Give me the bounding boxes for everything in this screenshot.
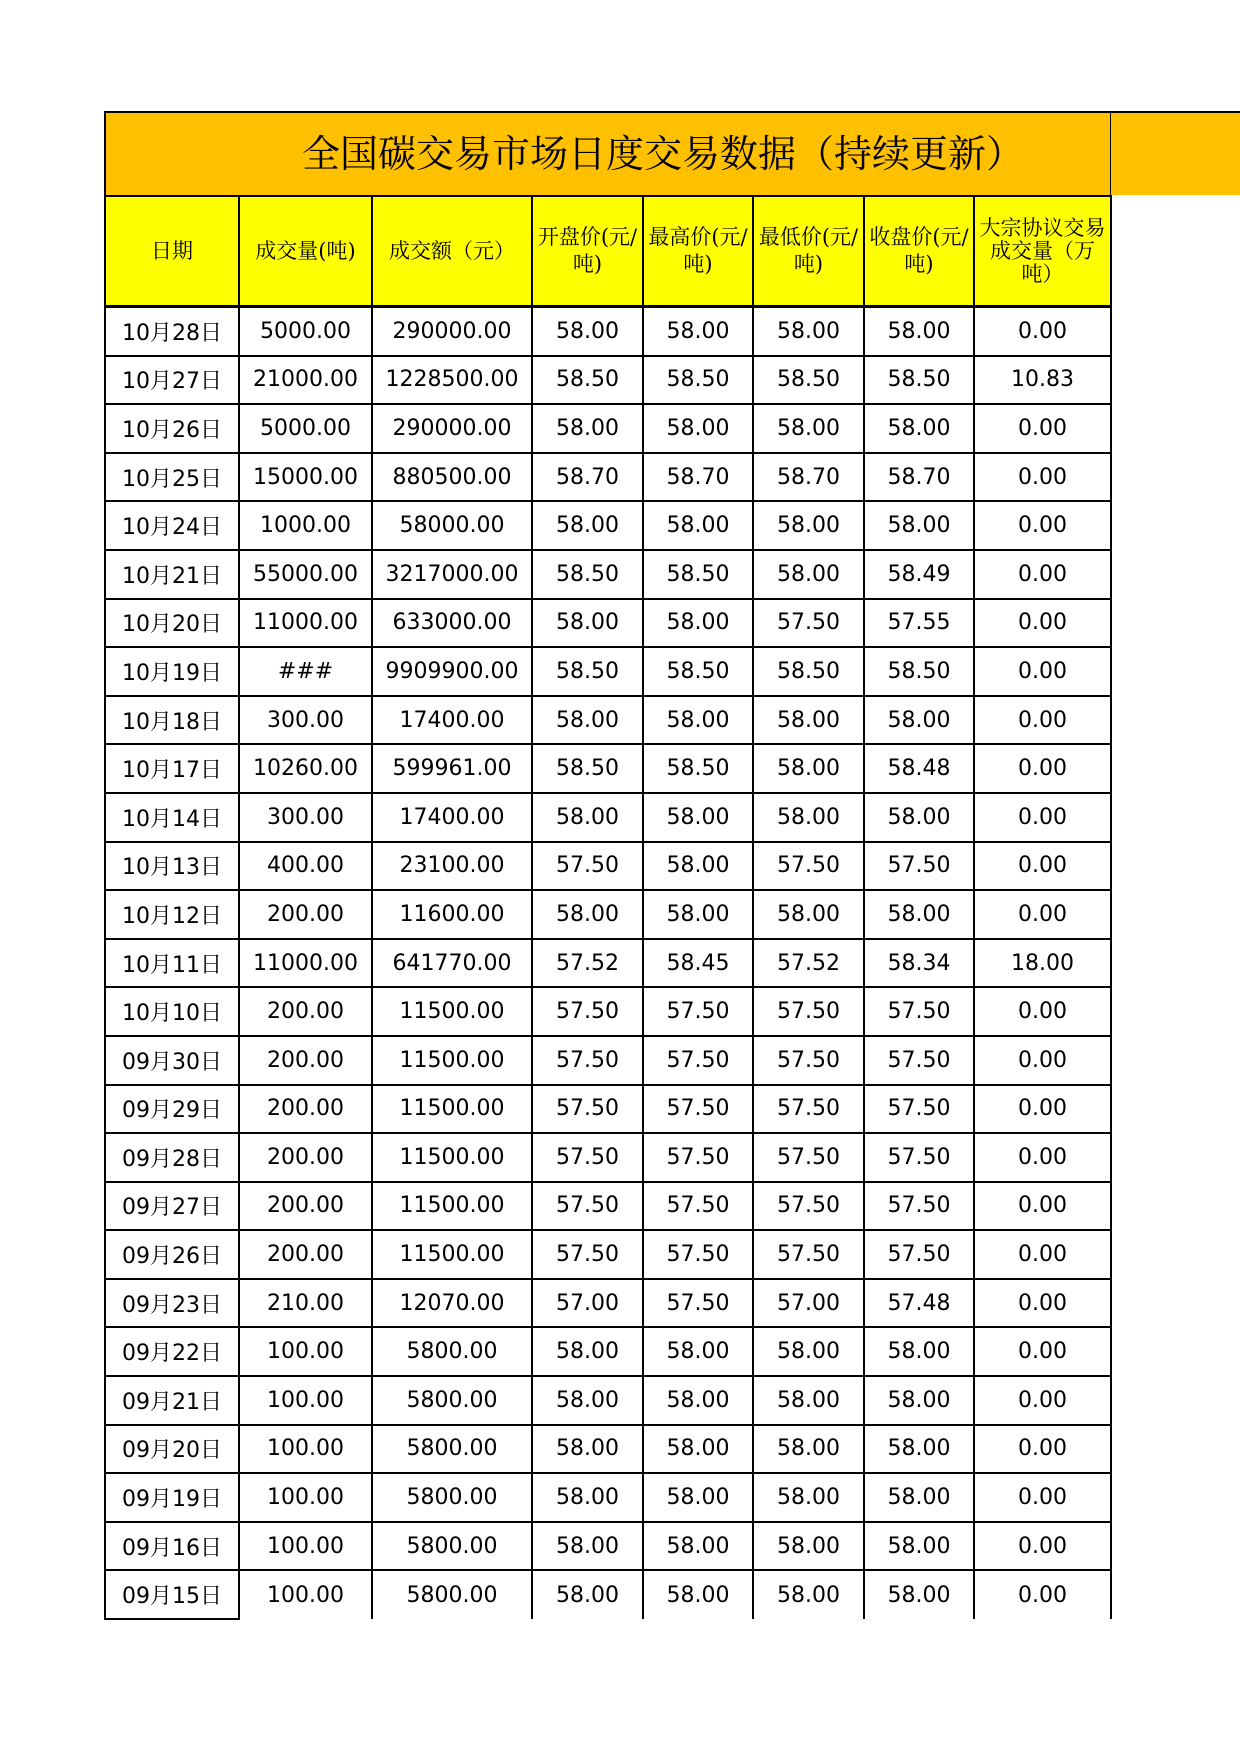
low-price-cell[interactable]: 58.00 <box>753 1473 864 1522</box>
date-cell[interactable]: 09月29日 <box>105 1085 239 1134</box>
high-price-cell[interactable]: 58.70 <box>643 453 753 502</box>
date-cell[interactable]: 10月14日 <box>105 793 239 842</box>
turnover-cell[interactable]: 11500.00 <box>372 987 532 1036</box>
volume-cell[interactable]: 100.00 <box>239 1376 372 1425</box>
header-date[interactable]: 日期 <box>105 196 239 307</box>
header-turnover[interactable]: 成交额（元） <box>372 196 532 307</box>
close-price-cell[interactable]: 58.00 <box>864 1327 974 1376</box>
high-price-cell[interactable]: 57.50 <box>643 1133 753 1182</box>
block-trade-cell[interactable]: 0.00 <box>974 1182 1111 1231</box>
date-cell[interactable]: 10月21日 <box>105 550 239 599</box>
low-price-cell[interactable]: 58.00 <box>753 1570 864 1619</box>
turnover-cell[interactable]: 5800.00 <box>372 1570 532 1619</box>
date-cell[interactable]: 09月28日 <box>105 1133 239 1182</box>
low-price-cell[interactable]: 58.70 <box>753 453 864 502</box>
turnover-cell[interactable]: 11500.00 <box>372 1230 532 1279</box>
open-price-cell[interactable]: 58.00 <box>532 1425 643 1474</box>
volume-cell[interactable]: 200.00 <box>239 1085 372 1134</box>
close-price-cell[interactable]: 58.70 <box>864 453 974 502</box>
open-price-cell[interactable]: 58.50 <box>532 647 643 696</box>
open-price-cell[interactable]: 58.00 <box>532 1376 643 1425</box>
close-price-cell[interactable]: 58.00 <box>864 501 974 550</box>
turnover-cell[interactable]: 5800.00 <box>372 1376 532 1425</box>
low-price-cell[interactable]: 58.00 <box>753 1376 864 1425</box>
close-price-cell[interactable]: 58.00 <box>864 696 974 745</box>
block-trade-cell[interactable]: 0.00 <box>974 647 1111 696</box>
low-price-cell[interactable]: 57.00 <box>753 1279 864 1328</box>
high-price-cell[interactable]: 58.50 <box>643 647 753 696</box>
close-price-cell[interactable]: 58.00 <box>864 1425 974 1474</box>
table-row <box>105 453 1111 502</box>
volume-cell[interactable]: 300.00 <box>239 793 372 842</box>
page-title: 全国碳交易市场日度交易数据（持续更新） <box>302 132 1025 176</box>
header-row <box>105 196 1111 307</box>
low-price-cell[interactable]: 58.00 <box>753 550 864 599</box>
high-price-cell[interactable]: 57.50 <box>643 1085 753 1134</box>
close-price-cell[interactable]: 58.49 <box>864 550 974 599</box>
table-row <box>105 356 1111 405</box>
table-row <box>105 501 1111 550</box>
volume-cell[interactable]: 100.00 <box>239 1570 372 1619</box>
date-cell[interactable]: 10月13日 <box>105 842 239 891</box>
header-volume[interactable]: 成交量(吨) <box>239 196 372 307</box>
turnover-cell[interactable]: 11500.00 <box>372 1036 532 1085</box>
table-row <box>105 987 1111 1036</box>
date-cell[interactable]: 09月30日 <box>105 1036 239 1085</box>
turnover-cell[interactable]: 5800.00 <box>372 1425 532 1474</box>
open-price-cell[interactable]: 58.00 <box>532 1522 643 1571</box>
block-trade-cell[interactable]: 0.00 <box>974 987 1111 1036</box>
turnover-cell[interactable]: 11500.00 <box>372 1182 532 1231</box>
table-row <box>105 1133 1111 1182</box>
close-price-cell[interactable]: 58.00 <box>864 793 974 842</box>
close-price-cell[interactable]: 58.48 <box>864 744 974 793</box>
block-trade-cell[interactable]: 0.00 <box>974 1570 1111 1619</box>
block-trade-cell[interactable]: 0.00 <box>974 1133 1111 1182</box>
date-cell[interactable]: 10月12日 <box>105 890 239 939</box>
block-trade-cell[interactable]: 0.00 <box>974 1085 1111 1134</box>
volume-cell[interactable]: 210.00 <box>239 1279 372 1328</box>
block-trade-cell[interactable]: 0.00 <box>974 1376 1111 1425</box>
turnover-cell[interactable]: 3217000.00 <box>372 550 532 599</box>
close-price-cell[interactable]: 58.00 <box>864 1522 974 1571</box>
date-cell[interactable]: 09月23日 <box>105 1279 239 1328</box>
block-trade-cell[interactable]: 0.00 <box>974 404 1111 453</box>
block-trade-cell[interactable]: 0.00 <box>974 1473 1111 1522</box>
turnover-cell[interactable]: 11500.00 <box>372 1133 532 1182</box>
low-price-cell[interactable]: 58.50 <box>753 647 864 696</box>
table-body <box>105 307 1111 1620</box>
close-price-cell[interactable]: 58.50 <box>864 647 974 696</box>
low-price-cell[interactable]: 58.00 <box>753 404 864 453</box>
block-trade-cell[interactable]: 0.00 <box>974 1230 1111 1279</box>
table-row <box>105 1036 1111 1085</box>
block-trade-cell[interactable]: 0.00 <box>974 890 1111 939</box>
volume-cell[interactable]: 200.00 <box>239 1133 372 1182</box>
date-cell[interactable]: 10月20日 <box>105 599 239 648</box>
table-row <box>105 1376 1111 1425</box>
turnover-cell[interactable]: 17400.00 <box>372 793 532 842</box>
turnover-cell[interactable]: 5800.00 <box>372 1522 532 1571</box>
low-price-cell[interactable]: 58.00 <box>753 696 864 745</box>
volume-cell[interactable]: 200.00 <box>239 1182 372 1231</box>
header-block-trade-volume[interactable]: 大宗协议交易成交量（万吨） <box>974 196 1111 307</box>
open-price-cell[interactable]: 57.50 <box>532 1182 643 1231</box>
turnover-cell[interactable]: 290000.00 <box>372 307 532 356</box>
open-price-cell[interactable]: 58.00 <box>532 1473 643 1522</box>
close-price-cell[interactable]: 58.00 <box>864 404 974 453</box>
turnover-cell[interactable]: 58000.00 <box>372 501 532 550</box>
table-row <box>105 404 1111 453</box>
open-price-cell[interactable]: 57.50 <box>532 1230 643 1279</box>
table-row <box>105 890 1111 939</box>
open-price-cell[interactable]: 57.50 <box>532 842 643 891</box>
low-price-cell[interactable]: 58.00 <box>753 307 864 356</box>
header-close-price[interactable]: 收盘价(元/吨) <box>864 196 974 307</box>
block-trade-cell[interactable]: 0.00 <box>974 1425 1111 1474</box>
block-trade-cell[interactable]: 0.00 <box>974 1036 1111 1085</box>
close-price-cell[interactable]: 57.50 <box>864 842 974 891</box>
block-trade-cell[interactable]: 0.00 <box>974 744 1111 793</box>
volume-cell[interactable]: 200.00 <box>239 890 372 939</box>
header-high-price[interactable]: 最高价(元/吨) <box>643 196 753 307</box>
block-trade-cell[interactable]: 0.00 <box>974 1327 1111 1376</box>
table-row <box>105 1085 1111 1134</box>
table-row <box>105 307 1111 356</box>
table-row <box>105 1473 1111 1522</box>
open-price-cell[interactable]: 57.50 <box>532 1133 643 1182</box>
high-price-cell[interactable]: 58.00 <box>643 599 753 648</box>
volume-cell[interactable]: 5000.00 <box>239 307 372 356</box>
low-price-cell[interactable]: 57.50 <box>753 1230 864 1279</box>
table-row <box>105 842 1111 891</box>
low-price-cell[interactable]: 57.50 <box>753 1036 864 1085</box>
high-price-cell[interactable]: 58.00 <box>643 1327 753 1376</box>
close-price-cell[interactable]: 57.50 <box>864 1133 974 1182</box>
low-price-cell[interactable]: 58.00 <box>753 1327 864 1376</box>
open-price-cell[interactable]: 58.00 <box>532 1327 643 1376</box>
close-price-cell[interactable]: 58.50 <box>864 356 974 405</box>
volume-cell[interactable]: 15000.00 <box>239 453 372 502</box>
volume-cell[interactable]: 100.00 <box>239 1425 372 1474</box>
turnover-cell[interactable]: 880500.00 <box>372 453 532 502</box>
date-cell[interactable]: 09月20日 <box>105 1425 239 1474</box>
volume-cell[interactable]: 10260.00 <box>239 744 372 793</box>
open-price-cell[interactable]: 57.50 <box>532 1085 643 1134</box>
close-price-cell[interactable]: 57.50 <box>864 1230 974 1279</box>
high-price-cell[interactable]: 57.50 <box>643 1279 753 1328</box>
low-price-cell[interactable]: 57.50 <box>753 599 864 648</box>
low-price-cell[interactable]: 57.50 <box>753 987 864 1036</box>
block-trade-cell[interactable]: 0.00 <box>974 550 1111 599</box>
date-cell[interactable]: 10月26日 <box>105 404 239 453</box>
open-price-cell[interactable]: 58.00 <box>532 890 643 939</box>
volume-cell[interactable]: 200.00 <box>239 1230 372 1279</box>
open-price-cell[interactable]: 57.50 <box>532 987 643 1036</box>
date-cell[interactable]: 09月22日 <box>105 1327 239 1376</box>
turnover-cell[interactable]: 11500.00 <box>372 1085 532 1134</box>
close-price-cell[interactable]: 57.50 <box>864 1036 974 1085</box>
volume-cell[interactable]: 100.00 <box>239 1327 372 1376</box>
volume-cell[interactable]: 100.00 <box>239 1522 372 1571</box>
close-price-cell[interactable]: 57.55 <box>864 599 974 648</box>
table-row <box>105 1570 1111 1619</box>
turnover-cell[interactable]: 12070.00 <box>372 1279 532 1328</box>
date-cell[interactable]: 10月11日 <box>105 939 239 988</box>
block-trade-cell[interactable]: 0.00 <box>974 599 1111 648</box>
date-cell[interactable]: 09月19日 <box>105 1473 239 1522</box>
open-price-cell[interactable]: 57.52 <box>532 939 643 988</box>
low-price-cell[interactable]: 57.50 <box>753 842 864 891</box>
table-row <box>105 744 1111 793</box>
close-price-cell[interactable]: 57.50 <box>864 1085 974 1134</box>
date-cell[interactable]: 09月26日 <box>105 1230 239 1279</box>
open-price-cell[interactable]: 57.50 <box>532 1036 643 1085</box>
title-bar <box>104 111 1240 195</box>
close-price-cell[interactable]: 57.48 <box>864 1279 974 1328</box>
header-open-price[interactable]: 开盘价(元/吨) <box>532 196 643 307</box>
table-row <box>105 696 1111 745</box>
high-price-cell[interactable]: 58.45 <box>643 939 753 988</box>
table-row <box>105 1327 1111 1376</box>
high-price-cell[interactable]: 58.00 <box>643 1570 753 1619</box>
date-cell[interactable]: 10月18日 <box>105 696 239 745</box>
open-price-cell[interactable]: 58.50 <box>532 550 643 599</box>
open-price-cell[interactable]: 58.00 <box>532 1570 643 1619</box>
volume-cell[interactable]: 5000.00 <box>239 404 372 453</box>
title-divider <box>1110 111 1111 197</box>
table-row <box>105 550 1111 599</box>
volume-cell[interactable]: 11000.00 <box>239 599 372 648</box>
table-row <box>105 1425 1111 1474</box>
block-trade-cell[interactable]: 18.00 <box>974 939 1111 988</box>
open-price-cell[interactable]: 58.00 <box>532 793 643 842</box>
low-price-cell[interactable]: 58.00 <box>753 793 864 842</box>
low-price-cell[interactable]: 58.00 <box>753 1425 864 1474</box>
high-price-cell[interactable]: 58.00 <box>643 1376 753 1425</box>
close-price-cell[interactable]: 57.50 <box>864 987 974 1036</box>
close-price-cell[interactable]: 57.50 <box>864 1182 974 1231</box>
low-price-cell[interactable]: 57.50 <box>753 1085 864 1134</box>
table-row <box>105 1230 1111 1279</box>
table-row <box>105 793 1111 842</box>
low-price-cell[interactable]: 58.00 <box>753 744 864 793</box>
high-price-cell[interactable]: 58.00 <box>643 890 753 939</box>
open-price-cell[interactable]: 58.50 <box>532 744 643 793</box>
volume-cell[interactable]: 200.00 <box>239 987 372 1036</box>
volume-cell[interactable]: 11000.00 <box>239 939 372 988</box>
turnover-cell[interactable]: 5800.00 <box>372 1473 532 1522</box>
volume-cell[interactable]: 21000.00 <box>239 356 372 405</box>
open-price-cell[interactable]: 58.50 <box>532 356 643 405</box>
close-price-cell[interactable]: 58.00 <box>864 307 974 356</box>
open-price-cell[interactable]: 58.00 <box>532 599 643 648</box>
high-price-cell[interactable]: 58.00 <box>643 793 753 842</box>
high-price-cell[interactable]: 58.00 <box>643 842 753 891</box>
turnover-cell[interactable]: 23100.00 <box>372 842 532 891</box>
date-cell[interactable]: 09月15日 <box>105 1570 239 1619</box>
date-cell[interactable]: 10月17日 <box>105 744 239 793</box>
turnover-cell[interactable]: 1228500.00 <box>372 356 532 405</box>
turnover-cell[interactable]: 633000.00 <box>372 599 532 648</box>
close-price-cell[interactable]: 58.00 <box>864 1376 974 1425</box>
block-trade-cell[interactable]: 0.00 <box>974 793 1111 842</box>
open-price-cell[interactable]: 58.00 <box>532 501 643 550</box>
volume-cell[interactable]: 1000.00 <box>239 501 372 550</box>
low-price-cell[interactable]: 58.00 <box>753 890 864 939</box>
close-price-cell[interactable]: 58.00 <box>864 1473 974 1522</box>
volume-cell[interactable]: 100.00 <box>239 1473 372 1522</box>
open-price-cell[interactable]: 57.00 <box>532 1279 643 1328</box>
date-cell[interactable]: 09月16日 <box>105 1522 239 1571</box>
high-price-cell[interactable]: 58.00 <box>643 696 753 745</box>
low-price-cell[interactable]: 57.50 <box>753 1182 864 1231</box>
open-price-cell[interactable]: 58.00 <box>532 404 643 453</box>
block-trade-cell[interactable]: 0.00 <box>974 501 1111 550</box>
block-trade-cell[interactable]: 0.00 <box>974 842 1111 891</box>
high-price-cell[interactable]: 58.50 <box>643 356 753 405</box>
close-price-cell[interactable]: 58.00 <box>864 890 974 939</box>
date-cell[interactable]: 10月25日 <box>105 453 239 502</box>
high-price-cell[interactable]: 58.00 <box>643 1425 753 1474</box>
turnover-cell[interactable]: 17400.00 <box>372 696 532 745</box>
high-price-cell[interactable]: 57.50 <box>643 1182 753 1231</box>
close-price-cell[interactable]: 58.34 <box>864 939 974 988</box>
low-price-cell[interactable]: 57.52 <box>753 939 864 988</box>
high-price-cell[interactable]: 58.50 <box>643 744 753 793</box>
turnover-cell[interactable]: 290000.00 <box>372 404 532 453</box>
date-cell[interactable]: 09月21日 <box>105 1376 239 1425</box>
turnover-cell[interactable]: 9909900.00 <box>372 647 532 696</box>
turnover-cell[interactable]: 5800.00 <box>372 1327 532 1376</box>
date-cell[interactable]: 10月28日 <box>105 307 239 356</box>
trading-data-table <box>104 195 1112 1620</box>
high-price-cell[interactable]: 58.00 <box>643 1522 753 1571</box>
date-cell[interactable]: 10月19日 <box>105 647 239 696</box>
table-row <box>105 939 1111 988</box>
high-price-cell[interactable]: 57.50 <box>643 1036 753 1085</box>
date-cell[interactable]: 10月24日 <box>105 501 239 550</box>
high-price-cell[interactable]: 57.50 <box>643 1230 753 1279</box>
high-price-cell[interactable]: 57.50 <box>643 987 753 1036</box>
low-price-cell[interactable]: 58.00 <box>753 501 864 550</box>
table-row <box>105 1279 1111 1328</box>
volume-cell[interactable]: 200.00 <box>239 1036 372 1085</box>
date-cell[interactable]: 09月27日 <box>105 1182 239 1231</box>
high-price-cell[interactable]: 58.00 <box>643 404 753 453</box>
block-trade-cell[interactable]: 0.00 <box>974 696 1111 745</box>
date-cell[interactable]: 10月10日 <box>105 987 239 1036</box>
open-price-cell[interactable]: 58.00 <box>532 696 643 745</box>
header-low-price[interactable]: 最低价(元/吨) <box>753 196 864 307</box>
high-price-cell[interactable]: 58.00 <box>643 307 753 356</box>
high-price-cell[interactable]: 58.00 <box>643 1473 753 1522</box>
date-cell[interactable]: 10月27日 <box>105 356 239 405</box>
block-trade-cell[interactable]: 0.00 <box>974 453 1111 502</box>
volume-cell[interactable]: ### <box>239 647 372 696</box>
block-trade-cell[interactable]: 0.00 <box>974 307 1111 356</box>
table-row <box>105 599 1111 648</box>
low-price-cell[interactable]: 58.00 <box>753 1522 864 1571</box>
volume-cell[interactable]: 300.00 <box>239 696 372 745</box>
block-trade-cell[interactable]: 10.83 <box>974 356 1111 405</box>
table-row <box>105 1182 1111 1231</box>
block-trade-cell[interactable]: 0.00 <box>974 1279 1111 1328</box>
volume-cell[interactable]: 400.00 <box>239 842 372 891</box>
close-price-cell[interactable]: 58.00 <box>864 1570 974 1619</box>
turnover-cell[interactable]: 599961.00 <box>372 744 532 793</box>
high-price-cell[interactable]: 58.50 <box>643 550 753 599</box>
turnover-cell[interactable]: 11600.00 <box>372 890 532 939</box>
high-price-cell[interactable]: 58.00 <box>643 501 753 550</box>
table-row <box>105 647 1111 696</box>
open-price-cell[interactable]: 58.00 <box>532 307 643 356</box>
low-price-cell[interactable]: 58.50 <box>753 356 864 405</box>
volume-cell[interactable]: 55000.00 <box>239 550 372 599</box>
turnover-cell[interactable]: 641770.00 <box>372 939 532 988</box>
low-price-cell[interactable]: 57.50 <box>753 1133 864 1182</box>
block-trade-cell[interactable]: 0.00 <box>974 1522 1111 1571</box>
table-row <box>105 1522 1111 1571</box>
open-price-cell[interactable]: 58.70 <box>532 453 643 502</box>
